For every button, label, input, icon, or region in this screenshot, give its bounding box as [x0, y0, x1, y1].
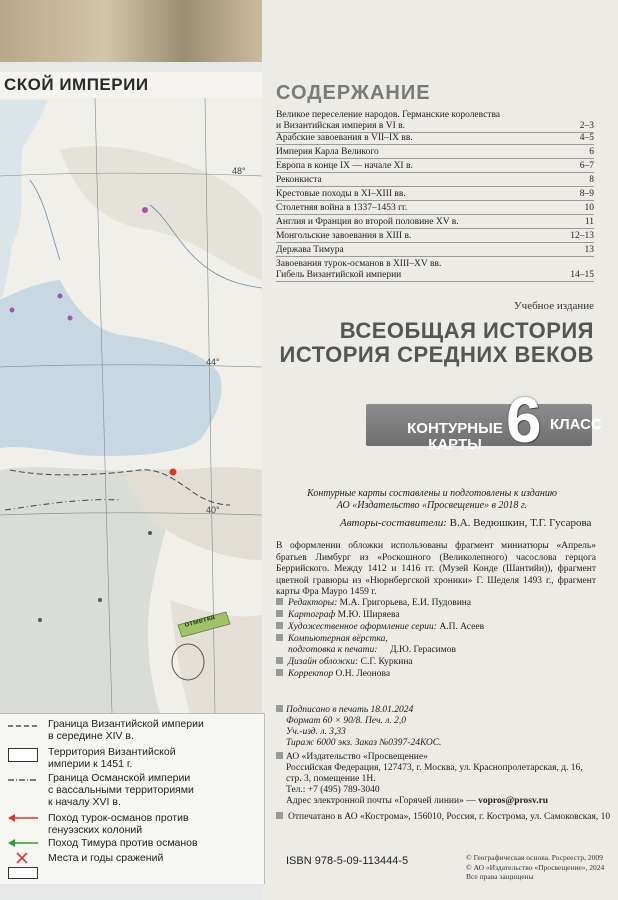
- toc-row: Великое переселение народов. Германские королевства и Византийская империя в VI в. 2–3: [276, 110, 594, 131]
- grade-number: 6: [506, 384, 542, 456]
- lat-label: 40°: [206, 505, 220, 515]
- bullet-square-icon: [276, 622, 283, 629]
- cover-note: В оформлении обложки использованы фрагмент миниатюры «Апрель» братьев Лимбург из «Роскошного (Великолепного) часослова герцога Беррийского. Между 1412 и 1416 гг. (Музей Конде (Шантийи)), фрагмент цветной гравюры из «Нюрнбергской хроники» Г. Шеделя 1493 г., фрагмент карты Фра Мауро 1459 г.: [276, 541, 596, 597]
- toc-row: Столетняя война в 1337–1453 гг. 10: [276, 203, 594, 213]
- toc-row: Крестовые походы в XI–XIII вв. 8–9: [276, 189, 594, 199]
- toc-row: Европа в конце IX — начале XI в. 6–7: [276, 161, 594, 171]
- isbn: ISBN 978-5-09-113444-5: [286, 855, 409, 867]
- lat-label: 44°: [206, 357, 220, 367]
- series-label: КАРТЫ: [428, 436, 482, 453]
- prepared-note: Контурные карты составлены и подготовлены к изданию: [307, 488, 557, 499]
- map-legend: Граница Византийской империи в середине XIV в. Территория Византийской империи к 1451 г. Граница Османской империи с вассальными территориями к началу XVI в. Поход турок-османов против генуэзских колоний Поход Тимура против османов Места и годы сражений: [0, 713, 265, 884]
- toc-row: Реконкиста 8: [276, 175, 594, 185]
- credit-row: Корректор О.Н. Леонова: [276, 669, 390, 680]
- bullet-square-icon: [276, 657, 283, 664]
- series-label: КОНТУРНЫЕ: [407, 420, 503, 437]
- toc-row: Империя Карла Великого 6: [276, 147, 594, 157]
- lat-label: 48°: [232, 166, 246, 176]
- credit-row: Художественное оформление серии: А.П. Асеев: [276, 622, 484, 633]
- print-info: Подписано в печать 18.01.2024 Формат 60 × 90/8. Печ. л. 2,0 Уч.-изд. л. 3,33 Тираж 6000 экз. Заказ №0397-24КОС.: [286, 705, 442, 748]
- edition-type: Учебное издание: [513, 300, 594, 312]
- authors-names: В.А. Ведюшкин, Т.Г. Гусарова: [449, 517, 592, 529]
- credit-row: Редакторы: М.А. Григорьева, Е.И. Пудовина: [276, 598, 471, 609]
- grade-word: КЛАСС: [550, 416, 602, 433]
- toc-row: Арабские завоевания в VII–IX вв. 4–5: [276, 133, 594, 143]
- contents-heading: СОДЕРЖАНИЕ: [276, 82, 431, 104]
- authors-line: [340, 517, 591, 529]
- stamp-label: отметка: [183, 612, 216, 629]
- red-cross-icon: [16, 852, 46, 864]
- box-icon: [8, 748, 38, 762]
- bullet-square-icon: [276, 598, 283, 605]
- dash-dot-line-icon: [8, 777, 38, 783]
- hotline-email-line: Адрес электронной почты «Горячей линии» — vopros@prosv.ru: [286, 796, 549, 806]
- credit-row: Компьютерная вёрстка, подготовка к печати: Д.Ю. Герасимов: [276, 634, 456, 656]
- hotline-email: vopros@prosv.ru: [478, 796, 549, 806]
- map-header-illustration: [0, 0, 262, 62]
- printed-at: Отпечатано в АО «Кострома», 156010, Россия, г. Кострома, ул. Самоковская, 10: [276, 812, 610, 822]
- bullet-square-icon: [276, 669, 283, 676]
- authors-label: Авторы-составители:: [340, 517, 447, 529]
- bullet-square-icon: [276, 634, 283, 641]
- bullet-square-icon: [276, 812, 283, 819]
- bullet-square-icon: [276, 610, 283, 617]
- toc-row: Завоевания турок-османов в XIII–XV вв. Гибель Византийской империи 14–15: [276, 259, 594, 280]
- credit-row: Картограф М.Ю. Ширяева: [276, 610, 400, 621]
- toc-row: Англия и Франция во второй половине XV в. 11: [276, 217, 594, 227]
- red-arrow-icon: [8, 814, 38, 822]
- toc-row: Монгольские завоевания в XIII в. 12–13: [276, 231, 594, 241]
- toc-row: Держава Тимура 13: [276, 245, 594, 255]
- copyright-block: © Географическая основа. Росреестр, 2009 © АО «Издательство «Просвещение», 2024 Все права защищены: [466, 853, 605, 881]
- prepared-note: АО «Издательство «Просвещение» в 2018 г.: [336, 500, 528, 511]
- green-arrow-icon: [8, 839, 38, 847]
- series-badge: [360, 380, 602, 472]
- box-icon: [8, 867, 38, 879]
- book-title: ВСЕОБЩАЯ ИСТОРИЯ: [339, 318, 594, 343]
- map-title: СКОЙ ИМПЕРИИ: [0, 72, 262, 98]
- dashed-line-icon: [8, 723, 38, 729]
- book-subtitle: ИСТОРИЯ СРЕДНИХ ВЕКОВ: [279, 342, 594, 367]
- credit-row: Дизайн обложки: С.Г. Куркина: [276, 657, 413, 668]
- publisher-info: АО «Издательство «Просвещение» Российская Федерация, 127473, г. Москва, ул. Краснопролетарская, д. 16, стр. 3, помещение 1Н. Тел.: +7 (495) 789-3040 Адрес электронной почты «Горячей линии» — vopros@prosv.ru: [286, 752, 583, 806]
